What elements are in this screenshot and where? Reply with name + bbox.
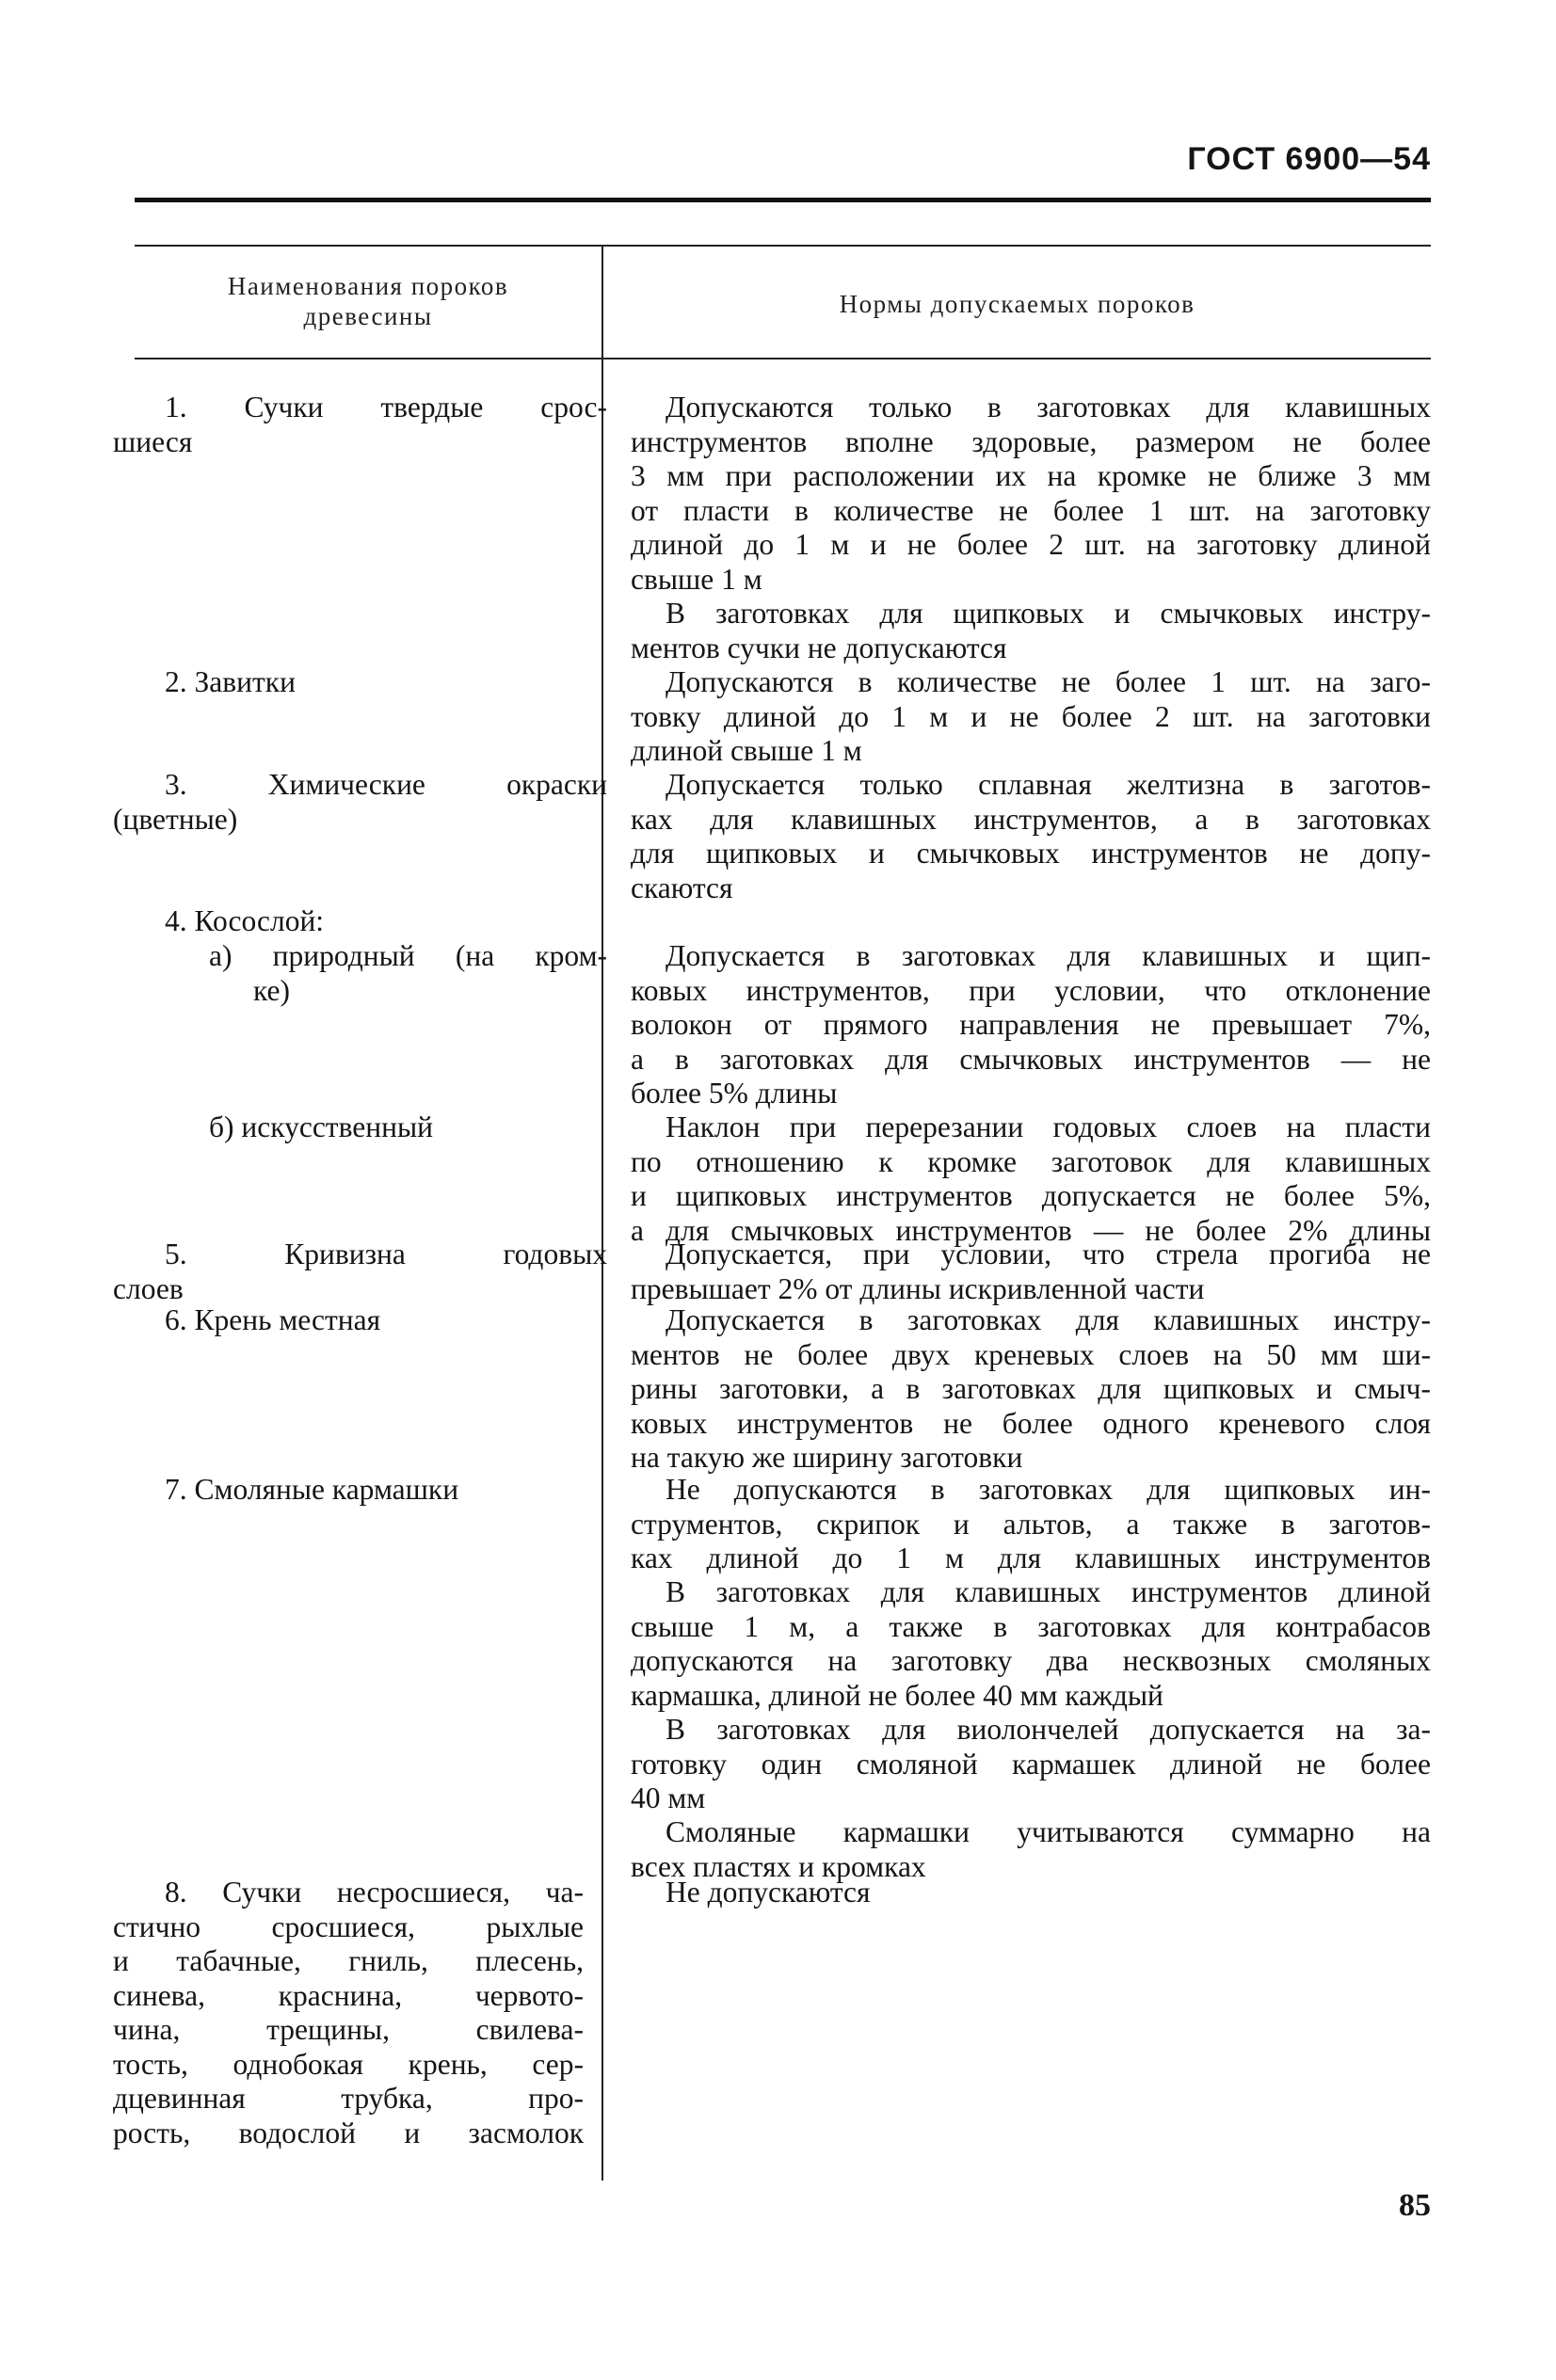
table-header-rule: [135, 358, 1431, 359]
norm-line: допускаются на заготовку два несквозных смоляных: [631, 1644, 1431, 1677]
norm-line: струментов, скрипок и альтов, а также в заготов-: [631, 1507, 1431, 1541]
defect-line: ке): [253, 973, 290, 1007]
column-header-defects: [135, 271, 602, 331]
page-number: 85: [1399, 2188, 1431, 2223]
defect-item-resin-pockets: [113, 1473, 635, 1508]
norm-line: ках для клавишных инструментов, а в заготовках: [631, 802, 1431, 836]
norm-ring-curvature: [631, 1238, 1431, 1306]
defect-item-local-compression-wood: [113, 1303, 635, 1338]
column-header-defects-line: Наименования пороков: [227, 272, 509, 300]
norm-other-defects: [631, 1876, 1431, 1910]
norm-resin-pockets-prohibited: [631, 1473, 1431, 1576]
norm-chemical-stains: [631, 768, 1431, 905]
norm-line: ковых инструментов не более одного креневого слоя: [631, 1406, 1431, 1440]
defect-item-other-defects: [113, 1876, 584, 2150]
norm-line: свыше 1 м, а также в заготовках для контрабасов: [631, 1609, 1431, 1643]
norm-line: В заготовках для виолончелей допускается на за-: [666, 1713, 1431, 1746]
norm-line: и щипковых инструментов допускается не более 5%,: [631, 1179, 1431, 1212]
norm-line: Допускается, при условии, что стрела прогиба не: [666, 1238, 1431, 1270]
standard-header: ГОСТ 6900—54: [1187, 141, 1431, 177]
norm-line: а в заготовках для смычковых инструментов — не: [631, 1042, 1431, 1076]
defect-item-artificial-cross-grain: [113, 1110, 680, 1145]
norm-line: В заготовках для клавишных инструментов длиной: [666, 1575, 1431, 1608]
defect-item-natural-cross-grain: [113, 939, 607, 1008]
norm-natural-cross-grain: [631, 939, 1431, 1111]
norm-line: инструментов вполне здоровые, размером не более: [631, 424, 1431, 458]
defect-item-curls: [113, 665, 635, 700]
defect-line: 4. Косослой:: [165, 904, 325, 937]
norm-resin-pockets-summation: [631, 1815, 1431, 1884]
defect-line: а) природный (на кром-: [209, 939, 607, 972]
defect-line: стично сросшиеся, рыхлые: [113, 1909, 584, 1943]
column-header-defects-line: древесины: [303, 302, 433, 330]
defect-line: слоев: [113, 1271, 184, 1305]
norm-line: ментов сучки не допускаются: [631, 631, 1007, 664]
norm-line: Допускается в заготовках для клавишных и щип-: [666, 939, 1431, 972]
defect-line: 8. Сучки несросшиеся, ча-: [165, 1876, 584, 1909]
norm-line: товку длиной до 1 м и не более 2 шт. на заготовки: [631, 699, 1431, 733]
norm-line: длиной до 1 м и не более 2 шт. на заготовку длиной: [631, 528, 1431, 561]
defect-item-knots: [113, 391, 607, 459]
defect-line: и табачные, гниль, плесень,: [113, 1944, 584, 1977]
defect-item-ring-curvature: [113, 1238, 607, 1306]
norm-line: свыше 1 м: [631, 562, 762, 596]
defect-line: (цветные): [113, 802, 238, 836]
norm-line: скаются: [631, 871, 733, 904]
defect-line: синева, краснина, червото-: [113, 1978, 584, 2012]
norm-local-compression-wood: [631, 1303, 1431, 1476]
norm-line: 3 мм при расположении их на кромке не ближе 3 мм: [631, 459, 1431, 492]
norm-line: на такую же ширину заготовки: [631, 1441, 1023, 1474]
norm-resin-pockets-cello: [631, 1713, 1431, 1816]
norm-line: более 5% длины: [631, 1077, 838, 1110]
header-rule: [135, 198, 1431, 202]
norm-curls: [631, 665, 1431, 769]
norm-knots-keyboard: [631, 391, 1431, 597]
norm-line: Допускается только сплавная желтизна в заготов-: [666, 768, 1431, 801]
norm-line: ковых инструментов, при условии, что отклонение: [631, 973, 1431, 1007]
norm-line: ках длиной до 1 м для клавишных инструментов: [631, 1541, 1431, 1574]
norm-line: всех пластях и кромках: [631, 1849, 926, 1883]
norm-line: для щипковых и смычковых инструментов не допу-: [631, 837, 1431, 870]
norm-line: а для смычковых инструментов — не более 2% длины: [631, 1213, 1431, 1247]
norm-line: превышает 2% от длины искривленной части: [631, 1271, 1205, 1305]
norm-knots-plucked-bowed: [631, 597, 1431, 665]
norm-line: Не допускаются в заготовках для щипковых ин-: [666, 1473, 1431, 1506]
norm-artificial-cross-grain: [631, 1110, 1431, 1248]
defect-line: 1. Сучки твердые срос-: [165, 391, 607, 423]
norm-line: Допускаются только в заготовках для клавишных: [666, 391, 1431, 423]
norm-line: волокон от прямого направления не превышает 7%,: [631, 1008, 1431, 1041]
defect-line: чина, трещины, свилева-: [113, 2013, 584, 2046]
table-top-rule: [135, 245, 1431, 247]
defect-item-chemical-stains: [113, 768, 607, 837]
defect-line: 6. Крень местная: [165, 1303, 381, 1336]
norm-line: Смоляные кармашки учитываются суммарно на: [666, 1815, 1431, 1848]
norm-line: от пласти в количестве не более 1 шт. на заготовку: [631, 493, 1431, 527]
norm-line: 40 мм: [631, 1781, 706, 1814]
norm-line: ментов не более двух креневых слоев на 50 мм ши-: [631, 1337, 1431, 1371]
norm-line: В заготовках для щипковых и смычковых инстру-: [666, 597, 1431, 630]
norm-line: кармашка, длиной не более 40 мм каждый: [631, 1678, 1163, 1712]
norm-line: Допускаются в количестве не более 1 шт. на заго-: [666, 665, 1431, 698]
defect-line: 2. Завитки: [165, 665, 296, 698]
defect-line: 7. Смоляные кармашки: [165, 1473, 459, 1506]
defect-line: дцевинная трубка, про-: [113, 2082, 584, 2115]
norm-line: Допускается в заготовках для клавишных инстру-: [666, 1303, 1431, 1336]
column-header-norms: Нормы допускаемых пороков: [839, 290, 1195, 318]
defect-line: 5. Кривизна годовых: [165, 1238, 607, 1270]
defect-line: шиеся: [113, 424, 193, 458]
defect-line: 3. Химические окраски: [165, 768, 607, 801]
norm-line: Не допускаются: [666, 1876, 871, 1909]
norm-line: готовку один смоляной кармашек длиной не более: [631, 1747, 1431, 1781]
defect-line: тость, однобокая крень, сер-: [113, 2047, 584, 2081]
defect-line: б) искусственный: [209, 1110, 433, 1143]
defect-line: рость, водослой и засмолок: [113, 2116, 584, 2149]
defect-item-cross-grain: [113, 904, 635, 939]
norm-resin-pockets-keyboard: [631, 1575, 1431, 1713]
norm-line: рины заготовки, а в заготовках для щипковых и смыч-: [631, 1372, 1431, 1405]
norm-line: длиной свыше 1 м: [631, 734, 862, 767]
norm-line: по отношению к кромке заготовок для клавишных: [631, 1144, 1431, 1178]
norm-line: Наклон при перерезании годовых слоев на пласти: [666, 1110, 1431, 1143]
